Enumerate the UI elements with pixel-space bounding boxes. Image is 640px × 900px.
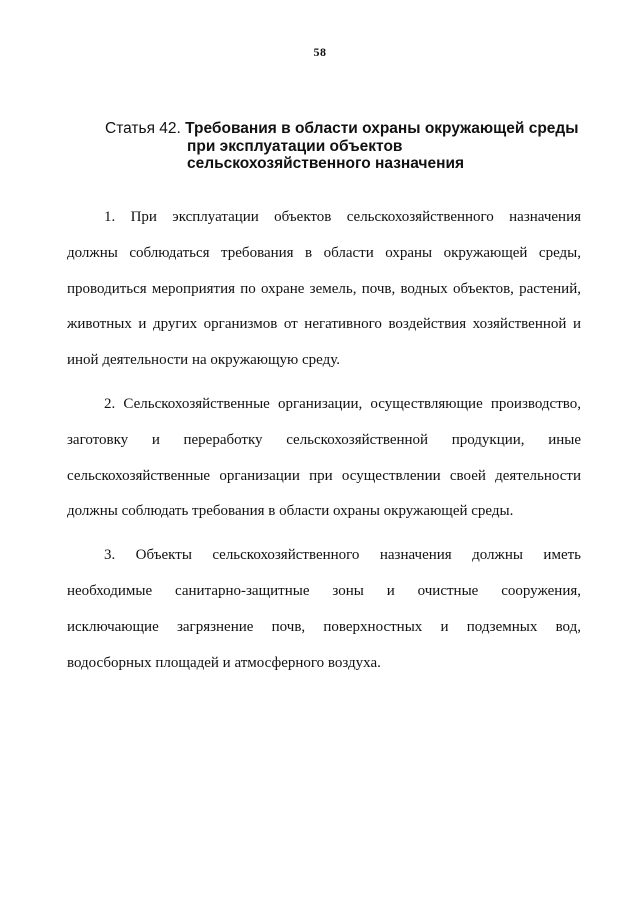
article-title-line-3: сельскохозяйственного назначения	[187, 155, 465, 172]
article-heading	[105, 120, 585, 173]
paragraph-line: должны соблюдать требования в области охраны окружающей среды.	[67, 503, 514, 520]
page-number: 58	[313, 45, 327, 59]
paragraph-line: сельскохозяйственные организации при осуществлении своей деятельности	[67, 467, 581, 484]
paragraph-2	[67, 387, 581, 530]
paragraph-line: 3. Объекты сельскохозяйственного назначения должны иметь	[104, 547, 581, 564]
paragraph-line: проводиться мероприятия по охране земель, почв, водных объектов, растений,	[67, 280, 581, 297]
paragraph-line: водосборных площадей и атмосферного воздуха.	[67, 654, 381, 671]
paragraph-line: иной деятельности на окружающую среду.	[67, 352, 341, 369]
paragraph-line: должны соблюдаться требования в области охраны окружающей среды,	[67, 244, 581, 261]
paragraph-1	[67, 200, 581, 379]
paragraph-line: животных и других организмов от негативного воздействия хозяйственной и	[67, 316, 581, 333]
paragraph-line: необходимые санитарно-защитные зоны и очистные сооружения,	[67, 582, 581, 599]
paragraph-line: заготовку и переработку сельскохозяйственной продукции, иные	[67, 431, 581, 448]
article-title-line-1: Требования в области охраны окружающей среды	[185, 120, 579, 137]
paragraph-line: исключающие загрязнение почв, поверхностных и подземных вод,	[67, 618, 581, 635]
article-title-line-2: при эксплуатации объектов	[187, 137, 403, 155]
article-body	[67, 200, 581, 681]
paragraph-3	[67, 538, 581, 681]
paragraph-line: 2. Сельскохозяйственные организации, осуществляющие производство,	[104, 395, 581, 412]
paragraph-line: 1. При эксплуатации объектов сельскохозяйственного назначения	[104, 209, 581, 225]
article-number: Статья 42.	[105, 120, 181, 137]
